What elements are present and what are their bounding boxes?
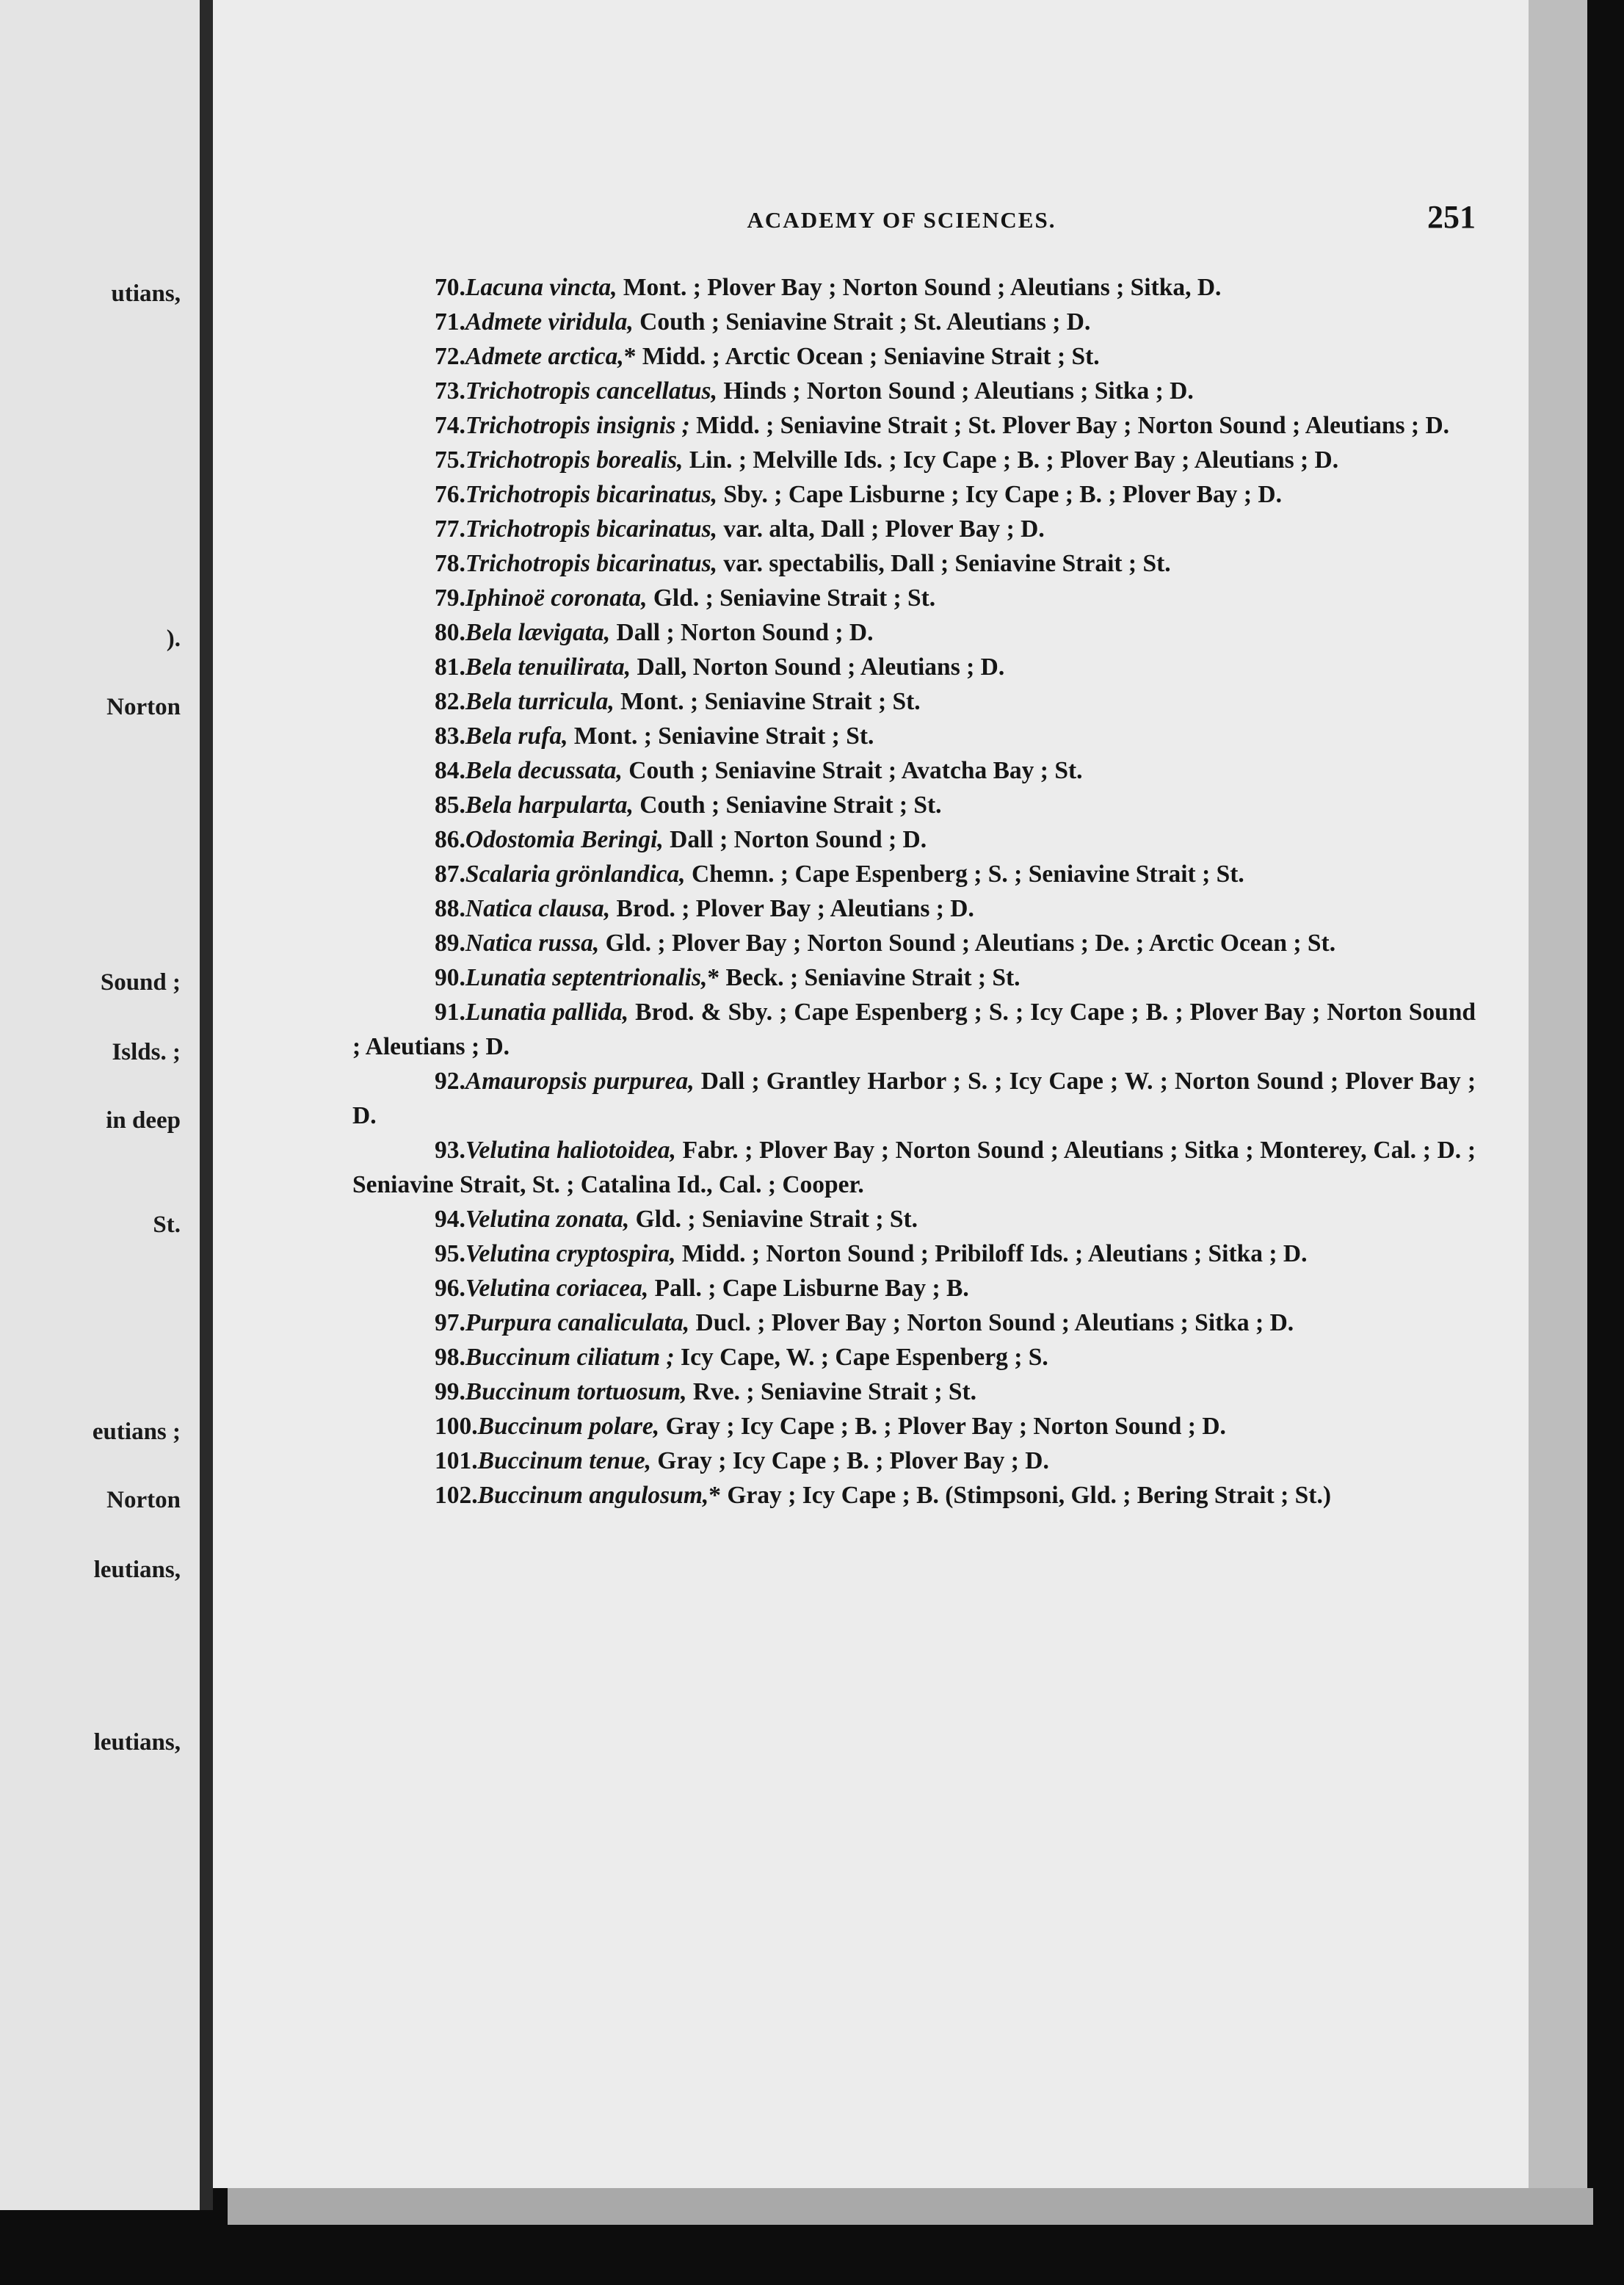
entry-details: Brod. & Sby. ; Cape Espenberg ; S. ; Icy Cape ; B. ; Plover Bay ; Norton Sound ; Aleutians ; D. [352, 999, 1476, 1060]
species-name: Bela decussata, [465, 757, 623, 784]
facing-page-fragment: leutians, [93, 1729, 181, 1756]
entry-number: 84. [435, 757, 465, 784]
entry-details: Dall ; Norton Sound ; D. [610, 619, 874, 646]
facing-page-fragment: leutians, [93, 1557, 181, 1583]
species-name: Trichotropis bicarinatus, [465, 550, 718, 577]
page-bottom-edge [228, 2188, 1593, 2225]
entry-details: Sby. ; Cape Lisburne ; Icy Cape ; B. ; Plover Bay ; D. [717, 481, 1282, 508]
entry-details: Mont. ; Plover Bay ; Norton Sound ; Aleutians ; Sitka, D. [617, 274, 1222, 301]
entry-number: 88. [435, 895, 465, 922]
entry-number: 78. [435, 550, 465, 577]
entry-details: Gld. ; Seniavine Strait ; St. [647, 584, 936, 612]
entry-details: Midd. ; Seniavine Strait ; St. Plover Bay ; Norton Sound ; Aleutians ; D. [689, 412, 1450, 439]
species-name: Bela turricula, [465, 688, 615, 715]
species-entry [352, 374, 1476, 408]
facing-page [0, 0, 200, 2210]
entry-details: Dall, Norton Sound ; Aleutians ; D. [631, 653, 1005, 681]
entry-details: var. alta, Dall ; Plover Bay ; D. [717, 515, 1045, 543]
entry-number: 91. [435, 999, 465, 1026]
entry-number: 92. [435, 1068, 465, 1095]
species-name: Scalaria grönlandica, [465, 861, 686, 888]
entry-details: Lin. ; Melville Ids. ; Icy Cape ; B. ; Plover Bay ; Aleutians ; D. [683, 446, 1339, 474]
species-name: Trichotropis cancellatus, [465, 377, 717, 405]
entry-number: 101. [435, 1447, 478, 1474]
facing-page-fragment: Islds. ; [112, 1039, 181, 1065]
species-entry [352, 477, 1476, 512]
species-name: Lunatia pallida, [465, 999, 629, 1026]
entry-details: Couth ; Seniavine Strait ; St. Aleutians ; D. [633, 308, 1091, 336]
entry-details: Hinds ; Norton Sound ; Aleutians ; Sitka ; D. [717, 377, 1194, 405]
species-name: Admete viridula, [465, 308, 634, 336]
entry-details: Rve. ; Seniavine Strait ; St. [686, 1378, 977, 1405]
entry-details: Couth ; Seniavine Strait ; St. [633, 792, 942, 819]
species-entry [352, 408, 1476, 443]
main-page [213, 0, 1529, 2188]
species-entry [352, 1064, 1476, 1133]
entry-number: 102. [435, 1482, 478, 1509]
species-entry [352, 684, 1476, 719]
species-name: Bela harpularta, [465, 792, 634, 819]
facing-page-fragment: Norton [106, 694, 181, 720]
species-entry [352, 1444, 1476, 1478]
entry-details: Brod. ; Plover Bay ; Aleutians ; D. [610, 895, 974, 922]
species-entry [352, 1271, 1476, 1306]
species-entry [352, 1478, 1476, 1513]
entry-number: 83. [435, 723, 465, 750]
entry-number: 93. [435, 1137, 465, 1164]
entry-number: 74. [435, 412, 465, 439]
species-name: Buccinum angulosum, [477, 1482, 709, 1509]
species-entry [352, 891, 1476, 926]
entry-details: * Beck. ; Seniavine Strait ; St. [707, 964, 1021, 991]
species-entry [352, 1133, 1476, 1202]
entry-details: Mont. ; Seniavine Strait ; St. [568, 723, 874, 750]
species-name: Natica clausa, [465, 895, 611, 922]
species-entry [352, 1236, 1476, 1271]
species-name: Velutina haliotoidea, [465, 1137, 676, 1164]
facing-page-fragment: Norton [106, 1487, 181, 1513]
entry-number: 81. [435, 653, 465, 681]
entry-details: Fabr. ; Plover Bay ; Norton Sound ; Aleutians ; Sitka ; Monterey, Cal. ; D. ; Seniavine Strait, St. ; Catalina Id., Cal. ; Cooper. [352, 1137, 1476, 1198]
species-name: Purpura canaliculata, [465, 1309, 690, 1336]
species-entry [352, 822, 1476, 857]
entry-details: * Midd. ; Arctic Ocean ; Seniavine Strait ; St. [623, 343, 1100, 370]
entry-details: Midd. ; Norton Sound ; Pribiloff Ids. ; Aleutians ; Sitka ; D. [675, 1240, 1308, 1267]
species-name: Admete arctica, [465, 343, 624, 370]
species-name: Lunatia septentrionalis, [465, 964, 708, 991]
entry-number: 99. [435, 1378, 465, 1405]
species-name: Trichotropis borealis, [465, 446, 684, 474]
species-name: Bela lævigata, [465, 619, 611, 646]
species-entry [352, 960, 1476, 995]
page-number: 251 [1427, 199, 1476, 235]
entry-number: 76. [435, 481, 465, 508]
species-name: Velutina zonata, [465, 1206, 630, 1233]
entry-number: 100. [435, 1413, 478, 1440]
entry-details: Icy Cape, W. ; Cape Espenberg ; S. [674, 1344, 1048, 1371]
entry-number: 87. [435, 861, 465, 888]
entry-number: 98. [435, 1344, 465, 1371]
entry-details: Mont. ; Seniavine Strait ; St. [614, 688, 921, 715]
species-name: Amauropsis purpurea, [465, 1068, 695, 1095]
entry-number: 71. [435, 308, 465, 336]
species-entry [352, 926, 1476, 960]
species-name: Velutina cryptospira, [465, 1240, 676, 1267]
species-entry [352, 1409, 1476, 1444]
species-entry [352, 650, 1476, 684]
entry-details: Ducl. ; Plover Bay ; Norton Sound ; Aleutians ; Sitka ; D. [689, 1309, 1294, 1336]
entry-number: 97. [435, 1309, 465, 1336]
species-name: Buccinum tortuosum, [465, 1378, 687, 1405]
facing-page-fragment: eutians ; [92, 1419, 181, 1445]
species-entry [352, 1340, 1476, 1375]
entry-number: 95. [435, 1240, 465, 1267]
species-entry [352, 857, 1476, 891]
species-entry [352, 995, 1476, 1064]
species-entry [352, 615, 1476, 650]
entry-details: Dall ; Grantley Harbor ; S. ; Icy Cape ; W. ; Norton Sound ; Plover Bay ; D. [352, 1068, 1476, 1129]
entry-number: 82. [435, 688, 465, 715]
book-spine [200, 0, 213, 2210]
page-edge [1529, 0, 1587, 2188]
species-entry [352, 443, 1476, 477]
entry-number: 96. [435, 1275, 465, 1302]
entry-number: 70. [435, 274, 465, 301]
facing-page-fragment: in deep [106, 1107, 181, 1134]
species-entry [352, 753, 1476, 788]
species-name: Trichotropis insignis ; [465, 412, 690, 439]
facing-page-fragment: Sound ; [100, 969, 181, 996]
species-name: Odostomia Beringi, [465, 826, 664, 853]
entry-details: * Gray ; Icy Cape ; B. (Stimpsoni, Gld. ; Bering Strait ; St.) [708, 1482, 1331, 1509]
entry-number: 73. [435, 377, 465, 405]
species-entry [352, 788, 1476, 822]
entry-number: 75. [435, 446, 465, 474]
species-entry [352, 305, 1476, 339]
species-entry [352, 1202, 1476, 1236]
species-name: Trichotropis bicarinatus, [465, 515, 718, 543]
entry-details: Couth ; Seniavine Strait ; Avatcha Bay ; St. [622, 757, 1083, 784]
entry-details: var. spectabilis, Dall ; Seniavine Strait ; St. [717, 550, 1171, 577]
species-list [352, 270, 1476, 1513]
entry-details: Pall. ; Cape Lisburne Bay ; B. [648, 1275, 969, 1302]
species-entry [352, 546, 1476, 581]
species-entry [352, 1375, 1476, 1409]
entry-details: Dall ; Norton Sound ; D. [663, 826, 927, 853]
entry-number: 85. [435, 792, 465, 819]
entry-number: 80. [435, 619, 465, 646]
entry-details: Gld. ; Plover Bay ; Norton Sound ; Aleutians ; De. ; Arctic Ocean ; St. [599, 930, 1336, 957]
entry-details: Gld. ; Seniavine Strait ; St. [629, 1206, 918, 1233]
species-name: Bela tenuilirata, [465, 653, 631, 681]
entry-number: 86. [435, 826, 465, 853]
entry-number: 79. [435, 584, 465, 612]
species-name: Buccinum tenue, [477, 1447, 652, 1474]
entry-number: 72. [435, 343, 465, 370]
entry-details: Gray ; Icy Cape ; B. ; Plover Bay ; Norton Sound ; D. [659, 1413, 1226, 1440]
species-name: Natica russa, [465, 930, 600, 957]
species-name: Buccinum ciliatum ; [465, 1344, 675, 1371]
facing-page-fragment: ). [166, 626, 181, 652]
entry-number: 77. [435, 515, 465, 543]
species-name: Iphinoë coronata, [465, 584, 648, 612]
species-entry [352, 1306, 1476, 1340]
species-name: Buccinum polare, [477, 1413, 660, 1440]
facing-page-fragment: utians, [111, 280, 181, 307]
species-entry [352, 581, 1476, 615]
species-entry [352, 512, 1476, 546]
species-entry [352, 270, 1476, 305]
species-name: Lacuna vincta, [465, 274, 617, 301]
species-name: Velutina coriacea, [465, 1275, 649, 1302]
species-name: Bela rufa, [465, 723, 568, 750]
species-entry [352, 339, 1476, 374]
entry-number: 89. [435, 930, 465, 957]
species-entry [352, 719, 1476, 753]
species-name: Trichotropis bicarinatus, [465, 481, 718, 508]
entry-details: Chemn. ; Cape Espenberg ; S. ; Seniavine Strait ; St. [685, 861, 1244, 888]
entry-number: 90. [435, 964, 465, 991]
entry-details: Gray ; Icy Cape ; B. ; Plover Bay ; D. [651, 1447, 1049, 1474]
running-header: ACADEMY OF SCIENCES. [747, 207, 1056, 233]
entry-number: 94. [435, 1206, 465, 1233]
facing-page-fragment: St. [153, 1212, 181, 1238]
